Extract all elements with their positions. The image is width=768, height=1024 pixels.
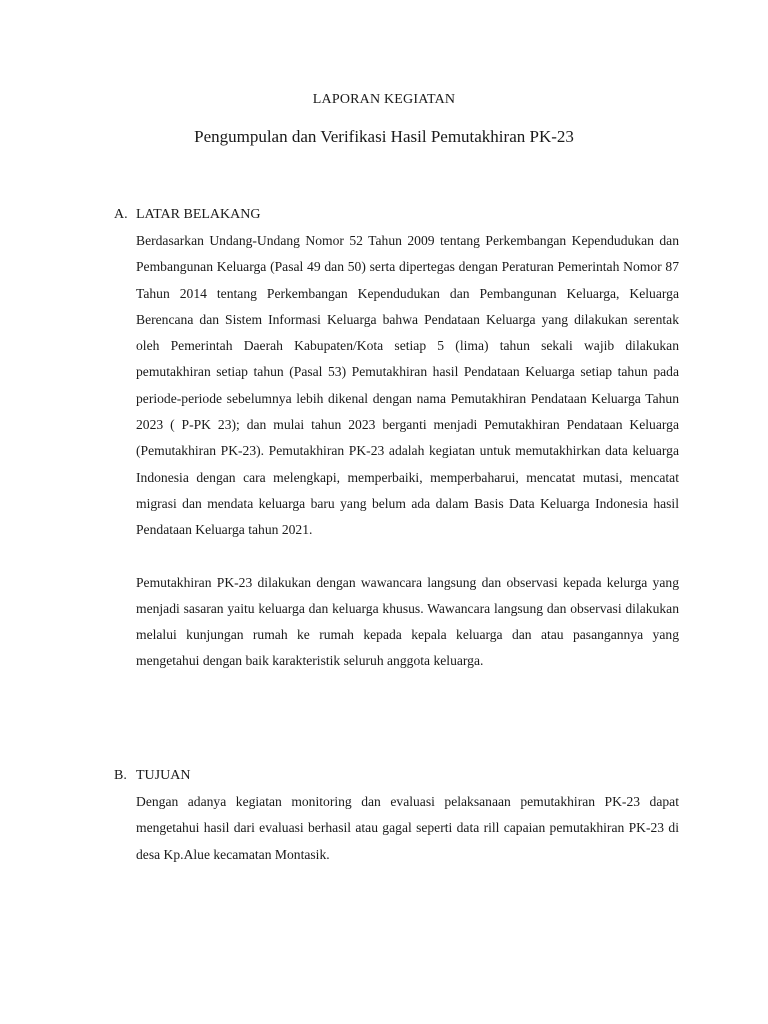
report-label: LAPORAN KEGIATAN	[312, 92, 456, 107]
paragraph: Berdasarkan Undang-Undang Nomor 52 Tahun 2009 tentang Perkembangan Kependudukan dan Pembangunan Keluarga (Pasal 49 dan 50) serta dipertegas dengan Peraturan Pemerintah Nomor 87 Tahun 2014 tentang Perkembangan Kependudukan dan Pembangunan Keluarga, Keluarga Berencana dan Sistem Informasi Keluarga bahwa Pendataan Keluarga yang dilakukan serentak oleh Pemerintah Daerah Kabupaten/Kota setiap 5 (lima) tahun sekali wajib dilakukan pemutakhiran setiap tahun (Pasal 53) Pemutakhiran hasil Pendataan Keluarga setiap tahun pada periode-periode sebelumnya lebih dikenal dengan nama Pemutakhiran Pendataan Keluarga Tahun 2023 ( P-PK 23); dan mulai tahun 2023 berganti menjadi Pemutakhiran Pendataan Keluarga (Pemutakhiran PK-23). Pemutakhiran PK-23 adalah kegiatan untuk memutakhirkan data keluarga Indonesia dengan cara melengkapi, memperbaiki, memperbaharui, mencatat mutasi, mencatat migrasi dan mendata keluarga baru yang belum ada dalam Basis Data Keluarga Indonesia hasil Pendataan Keluarga tahun 2021.	[136, 233, 679, 538]
section-heading	[114, 202, 679, 228]
paragraph: Dengan adanya kegiatan monitoring dan evaluasi pelaksanaan pemutakhiran PK-23 dapat mengetahui hasil dari evaluasi berhasil atau gagal seperti data rill capaian pemutakhiran PK-23 di desa Kp.Alue kecamatan Montasik.	[136, 794, 679, 862]
section-heading-text: TUJUAN	[136, 768, 191, 783]
section-letter: A.	[114, 207, 128, 222]
report-title: Pengumpulan dan Verifikasi Hasil Pemutakhiran PK-23	[194, 127, 574, 146]
section-tujuan	[114, 763, 679, 868]
paragraph: Pemutakhiran PK-23 dilakukan dengan wawancara langsung dan observasi kepada kelurga yang menjadi sasaran yaitu keluarga dan keluarga khusus. Wawancara langsung dan observasi dilakukan melalui kunjungan rumah ke rumah kepada kepala keluarga dan atau pasangannya yang mengetahui dengan baik karakteristik seluruh anggota keluarga.	[136, 574, 679, 669]
section-heading-text: LATAR BELAKANG	[136, 207, 261, 222]
section-letter: B.	[114, 768, 127, 783]
section-latar-belakang	[114, 202, 679, 675]
section-heading	[114, 763, 679, 789]
